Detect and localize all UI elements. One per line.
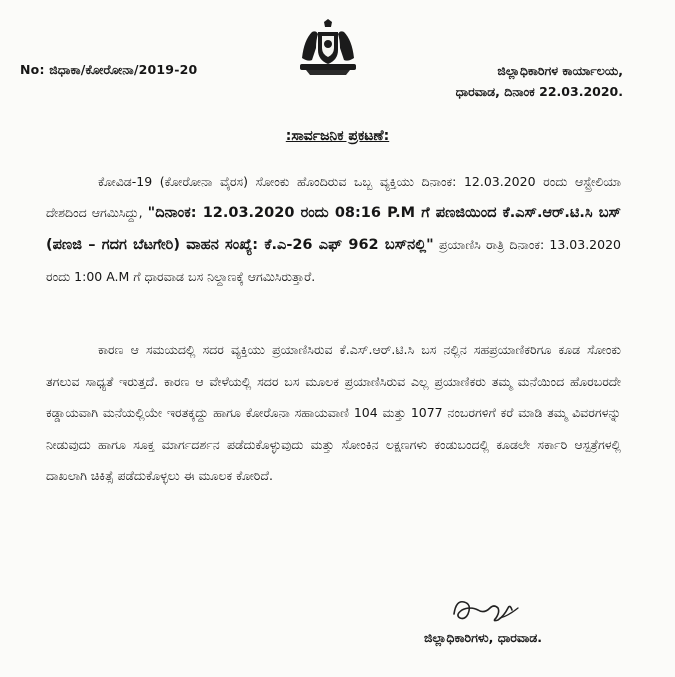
paragraph-1-end: ಪ್ರಯಾಣಿಸಿ ರಾತ್ರಿ ದಿನಾಂಕ: 13.03.2020 ರಂದು 1:00 A.M ಗೆ ಧಾರವಾಡ ಬಸ ನಿಲ್ದಾಣಕ್ಕೆ ಆಗಮಿಸಿರುತ್ತಾರೆ.: [46, 237, 621, 284]
notice-heading: [0, 128, 675, 144]
reference-number: No: ಜಿಧಾಕಾ/ಕೋರೋನಾ/2019-20: [20, 62, 198, 77]
office-name: ಜಿಲ್ಲಾಧಿಕಾರಿಗಳ ಕಾರ್ಯಾಲಯ,: [497, 63, 623, 78]
notice-title: :ಸಾರ್ವಜನಿಕ ಪ್ರಕಟಣೆ:: [285, 128, 390, 144]
office-address: [456, 60, 623, 102]
state-emblem-icon: [296, 18, 360, 76]
office-date: ಧಾರವಾಡ, ದಿನಾಂಕ 22.03.2020.: [455, 84, 623, 99]
paragraph-1: [46, 166, 621, 292]
paragraph-1-intro: ಕೋವಿಡ-19 (ಕೋರೋನಾ ವೈರಸ) ಸೋಂಕು ಹೊಂದಿರುವ ಒಬ್ಬ ವ್ಯಕ್ತಿಯು ದಿನಾಂಕ: 12.03.2020 ರಂದು ಆಸ್ಟ್ರೇಲಿಯಾ ದೇಶದಿಂದ ಆಗಮಿಸಿದ್ದು,: [46, 174, 621, 220]
signature-image: [440, 592, 530, 630]
signatory-name: ಜಿಲ್ಲಾಧಿಕಾರಿಗಳು, ಧಾರವಾಡ.: [424, 630, 542, 645]
paragraph-2: ಕಾರಣ ಆ ಸಮಯದಲ್ಲಿ ಸದರ ವ್ಯಕ್ತಿಯು ಪ್ರಯಾಣಿಸಿರುವ ಕೆ.ಎಸ್.ಆರ್.ಟಿ.ಸಿ ಬಸ ನಲ್ಲಿನ ಸಹಪ್ರಯಾಣಿಕರಿಗೂ ಕೂಡ ಸೋಂಕು ತಗಲುವ ಸಾಧ್ಯತೆ ಇರುತ್ತದೆ. ಕಾರಣ ಆ ವೇಳೆಯಲ್ಲಿ ಸದರ ಬಸ ಮೂಲಕ ಪ್ರಯಾಣಿಸಿರುವ ಎಲ್ಲ ಪ್ರಯಾಣಿಕರು ತಮ್ಮ ಮನೆಯಿಂದ ಹೊರಬರದೇ ಕಡ್ಡಾಯವಾಗಿ ಮನೆಯಲ್ಲಿಯೇ ಇರತಕ್ಕದ್ದು ಹಾಗೂ ಕೋರೊನಾ ಸಹಾಯವಾಣಿ 104 ಮತ್ತು 1077 ನಂಬರಗಳಿಗೆ ಕರೆ ಮಾಡಿ ತಮ್ಮ ವಿವರಗಳನ್ನು ನೀಡುವುದು ಹಾಗೂ ಸೂಕ್ತ ಮಾರ್ಗದರ್ಶನ ಪಡೆದುಕೊಳ್ಳುವುದು ಮತ್ತು ಸೋಂಕಿನ ಲಕ್ಷಣಗಳು ಕಂಡುಬಂದಲ್ಲಿ ಕೂಡಲೇ ಸರ್ಕಾರಿ ಆಸ್ಪತ್ರೆಗಳಲ್ಲಿ ದಾಖಲಾಗಿ ಚಿಕಿತ್ಸೆ ಪಡೆದುಕೊಳ್ಳಲು ಈ ಮೂಲಕ ಕೋರಿದೆ.: [46, 342, 621, 483]
paragraph-1-bus-details: "ದಿನಾಂಕ: 12.03.2020 ರಂದು 08:16 P.M ಗೆ ಪಣಜಿಯಿಂದ ಕೆ.ಎಸ್.ಆರ್.ಟಿ.ಸಿ ಬಸ್ (ಪಣಜಿ – ಗದಗ ಬೆಟಗೇರಿ) ವಾಹನ ಸಂಖ್ಯೆ: ಕೆ.ಎ-26 ಎಫ್ 962 ಬಸ್‌ನಲ್ಲಿ": [46, 205, 621, 253]
